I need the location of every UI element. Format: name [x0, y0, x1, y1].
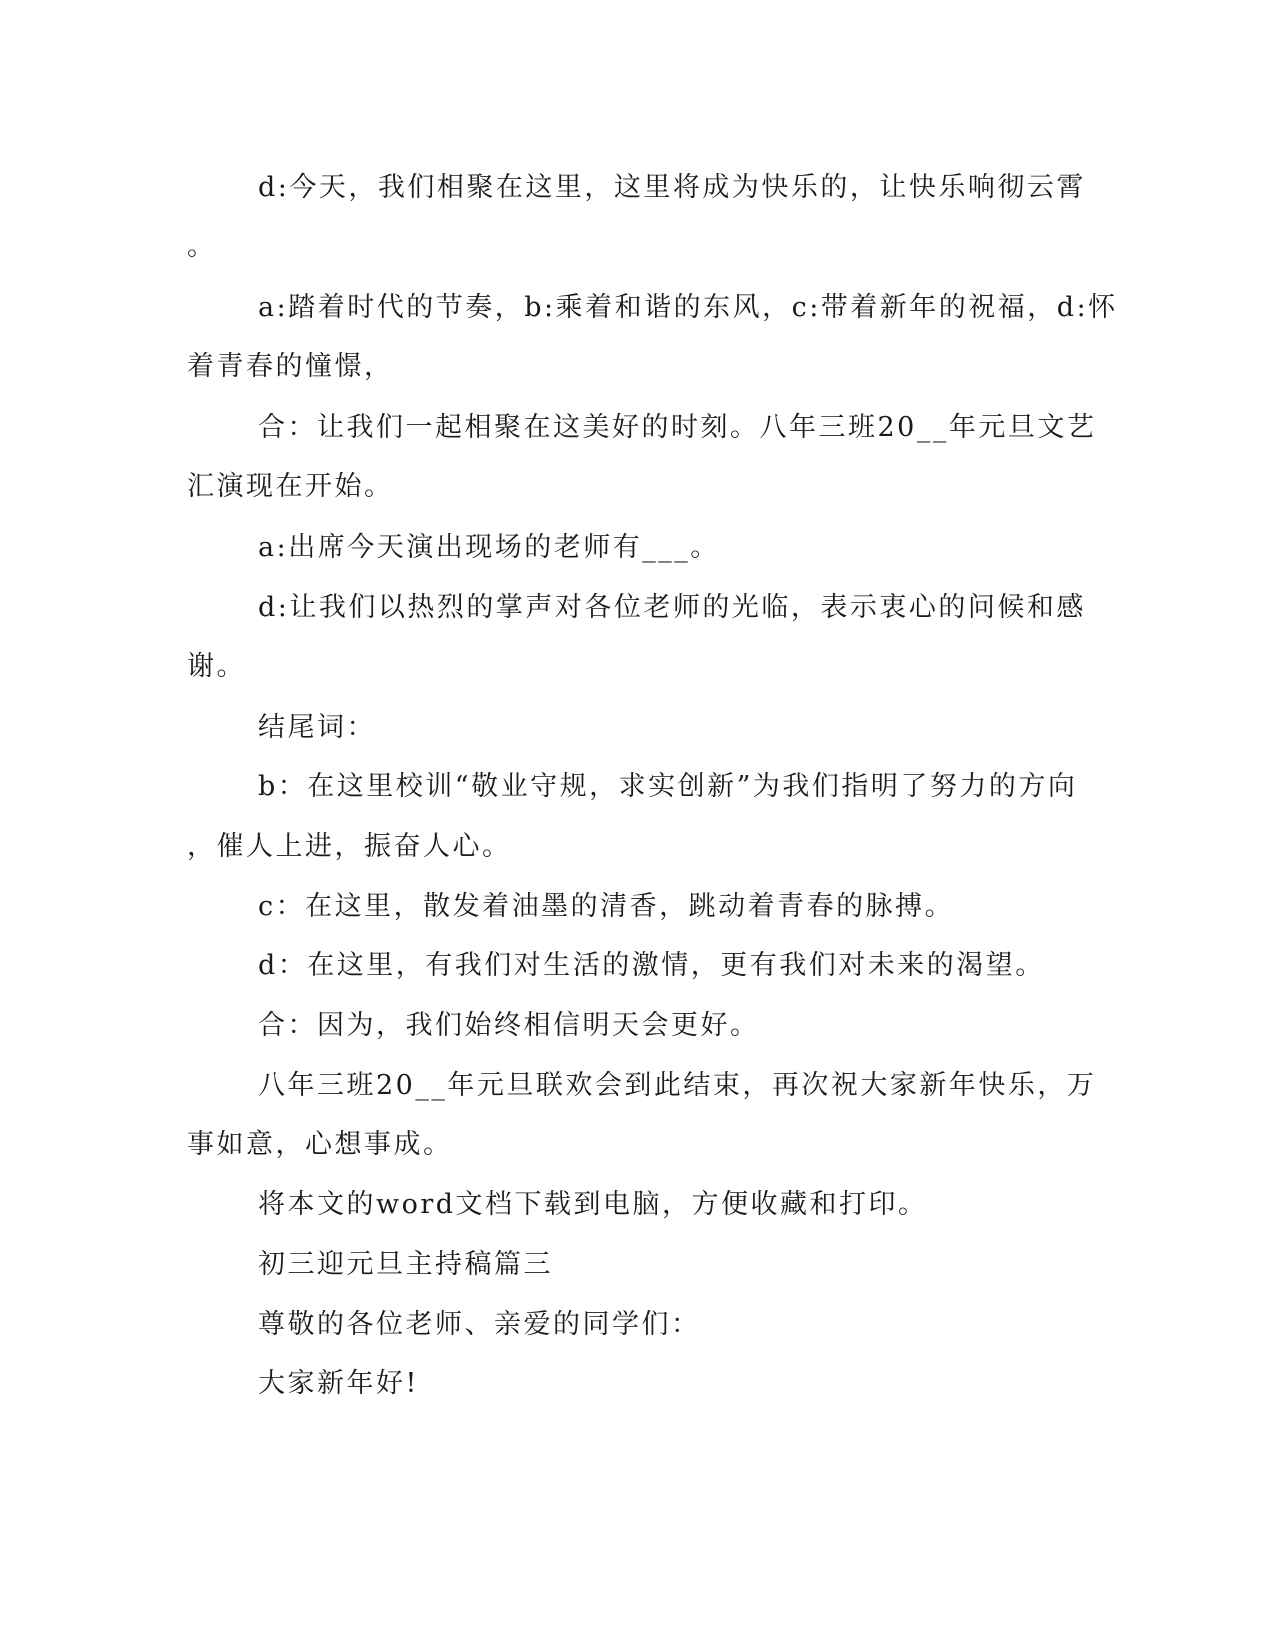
download-note: 将本文的word文档下载到电脑，方便收藏和打印。: [258, 1189, 928, 1220]
paragraph-line: d:让我们以热烈的掌声对各位老师的光临，表示衷心的问候和感: [258, 592, 1086, 623]
paragraph-line: 事如意，心想事成。: [187, 1129, 453, 1160]
paragraph-line: a:踏着时代的节奏，b:乘着和谐的东风，c:带着新年的祝福，d:怀: [258, 292, 1118, 323]
paragraph-line: 谢。: [187, 651, 246, 682]
paragraph-line: b：在这里校训“敬业守规，求实创新”为我们指明了努力的方向: [258, 771, 1078, 802]
paragraph-line: 八年三班20__年元旦联欢会到此结束，再次祝大家新年快乐，万: [258, 1070, 1097, 1101]
paragraph-line: d：在这里，有我们对生活的激情，更有我们对未来的渴望。: [258, 950, 1045, 981]
paragraph-line: 着青春的憧憬，: [187, 351, 394, 382]
paragraph-line: 。: [187, 231, 217, 262]
paragraph-line: 合：因为，我们始终相信明天会更好。: [258, 1010, 760, 1041]
paragraph-line: ，催人上进，振奋人心。: [187, 831, 512, 862]
greeting-line: 尊敬的各位老师、亲爱的同学们：: [258, 1309, 701, 1340]
paragraph-line: 合：让我们一起相聚在这美好的时刻。八年三班20__年元旦文艺: [258, 412, 1097, 443]
paragraph-line: c：在这里，散发着油墨的清香，跳动着青春的脉搏。: [258, 891, 955, 922]
paragraph-line: a:出席今天演出现场的老师有___。: [258, 532, 720, 563]
paragraph-line: 汇演现在开始。: [187, 471, 394, 502]
paragraph-line: d:今天，我们相聚在这里，这里将成为快乐的，让快乐响彻云霄: [258, 172, 1086, 203]
section-heading: 结尾词：: [258, 712, 376, 743]
greeting-line: 大家新年好!: [258, 1368, 419, 1399]
section-title: 初三迎元旦主持稿篇三: [258, 1249, 553, 1280]
